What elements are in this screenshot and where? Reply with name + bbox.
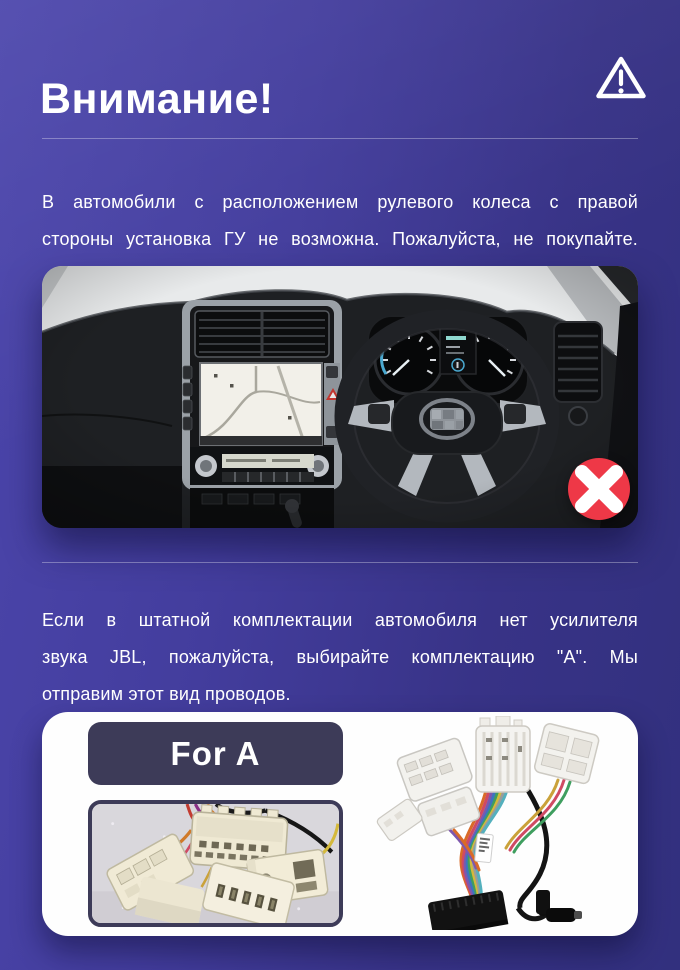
x-mark-badge [568,458,630,520]
harness-illustration [368,716,632,930]
connectors-photo-frame [88,800,343,927]
white-connector [476,716,530,792]
text-line: Если в штатной комплектации автомобиля нет усилителя [42,610,638,630]
for-a-label-box [88,722,343,785]
label-tag [475,833,494,863]
notice-rhd-paragraph [42,184,638,258]
x-mark-icon [568,458,630,520]
text-line: В автомобили с расположением рулевого колеса с правой [42,192,638,212]
notice-jbl-paragraph [42,602,638,713]
car-interior-photo [42,266,638,528]
text-line: отправим этот вид проводов. [42,684,291,704]
divider-middle [42,562,638,563]
white-connector [533,723,599,785]
connectors-photo [92,804,339,923]
page-title: Внимание! [40,74,274,123]
text-line: стороны установка ГУ не возможна. Пожалуйста, не покупайте. [42,229,638,249]
text-line: звука JBL, пожалуйста, выбирайте комплектацию "A". Мы [42,647,638,667]
black-connector [427,890,508,930]
wiring-kit-card [42,712,638,936]
divider-top [42,138,638,139]
car-interior-illustration [42,266,638,528]
white-connector [376,798,424,842]
warning-triangle-icon [594,54,648,102]
for-a-label: For A [170,734,261,772]
harness-photo [368,716,632,930]
